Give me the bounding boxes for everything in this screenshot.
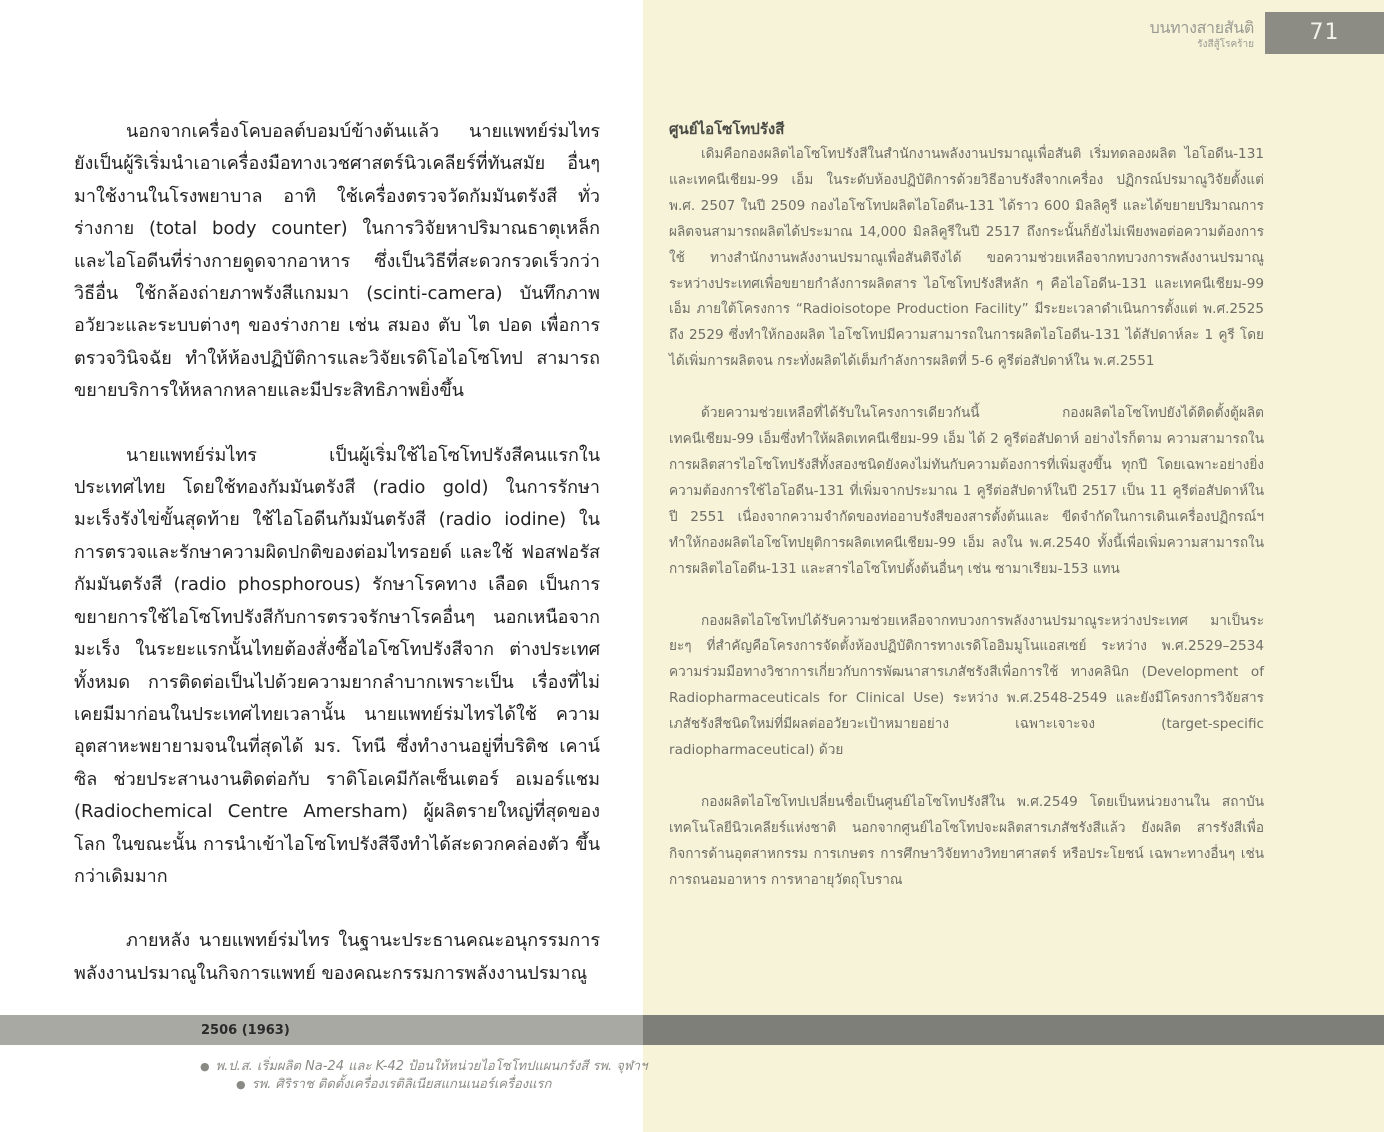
page-number: 71 [1265, 12, 1384, 54]
running-header [1150, 18, 1254, 52]
header-subtitle: รังสีสู้โรคร้าย [1197, 39, 1254, 50]
paragraph: ด้วยความช่วยเหลือที่ได้รับในโครงการเดียวกันนี้ กองผลิตไอโซโทปยังได้ติดตั้งตู้ผลิต เทคนีเชียม-99 เอ็มซึ่งทำให้ผลิตเทคนีเชียม-99 เอ็ม ได้ 2 คูรีต่อสัปดาห์ อย่างไรก็ตาม ความสามารถในการผลิตสารไอโซโทปรังสีทั้งสองชนิดยังคงไม่ทันกับความต้องการที่เพิ่มสูงขึ้น ทุกปี โดยเฉพาะอย่างยิ่งความต้องการใช้ไอโอดีน-131 ที่เพิ่มจากประมาณ 1 คูรีต่อสัปดาห์ในปี 2517 เป็น 11 คูรีต่อสัปดาห์ในปี 2551 เนื่องจากความจำกัดของท่ออาบรังสีของสารตั้งต้นและ ขีดจำกัดในการเดินเครื่องปฏิกรณ์ฯ ทำให้กองผลิตไอโซโทปยุติการผลิตเทคนีเชียม-99 เอ็ม ลงใน พ.ศ.2540 ทั้งนี้เพื่อเพิ่มความสามารถในการผลิตไอโอดีน-131 และสารไอโซโทปตั้งต้นอื่นๆ เช่น ซามาเรียม-153 แทน [669, 405, 1264, 577]
paragraph: กองผลิตไอโซโทปเปลี่ยนชื่อเป็นศูนย์ไอโซโทปรังสีใน พ.ศ.2549 โดยเป็นหน่วยงานใน สถาบันเทคโนโลยีนิวเคลียร์แห่งชาติ นอกจากศูนย์ไอโซโทปจะผลิตสารเภสัชรังสีแล้ว ยังผลิต สารรังสีเพื่อกิจการด้านอุตสาหกรรม การเกษตร การศึกษาวิจัยทางวิทยาศาสตร์ หรือประโยชน์ เฉพาะทางอื่นๆ เช่น การถนอมอาหาร การหาอายุวัตถุโบราณ [669, 793, 1264, 888]
paragraph: กองผลิตไอโซโทปได้รับความช่วยเหลือจากทบวงการพลังงานปรมาณูระหว่างประเทศ มาเป็นระยะๆ ที่สำคัญคือโครงการจัดตั้งห้องปฏิบัติการทางเรดิโออิมมูโนแอสเซย์ ระหว่าง พ.ศ.2529–2534 ความร่วมมือทางวิชาการเกี่ยวกับการพัฒนาสารเภสัชรังสีเพื่อการใช้ ทางคลินิก (Development of Radiopharmaceuticals for Clinical Use) ระหว่าง พ.ศ.2548-2549 และยังมีโครงการวิจัยสารเภสัชรังสีชนิดใหม่ที่มีผลต่ออวัยวะเป้าหมายอย่าง เฉพาะเจาะจง (target-specific radiopharmaceutical) ด้วย [669, 612, 1264, 759]
timeline-year: 2506 (1963) [201, 1023, 290, 1038]
header-title: บนทางสายสันติ [1149, 18, 1254, 37]
left-column-text [74, 116, 600, 1022]
right-column-text [669, 116, 1264, 920]
paragraph: นอกจากเครื่องโคบอลต์บอมบ์ข้างต้นแล้ว นายแพทย์ร่มไทร ยังเป็นผู้ริเริ่มนำเอาเครื่องมือทางเวชศาสตร์นิวเคลียร์ที่ทันสมัย อื่นๆ มาใช้งานในโรงพยาบาล อาทิ ใช้เครื่องตรวจวัดกัมมันตรังสี ทั่วร่างกาย (total body counter) ในการวิจัยหาปริมาณธาตุเหล็ก และไอโอดีนที่ร่างกายดูดจากอาหาร ซึ่งเป็นวิธีที่สะดวกรวดเร็วกว่า วิธีอื่น ใช้กล้องถ่ายภาพรังสีแกมมา (scinti-camera) บันทึกภาพ อวัยวะและระบบต่างๆ ของร่างกาย เช่น สมอง ตับ ไต ปอด เพื่อการตรวจวินิจฉัย ทำให้ห้องปฏิบัติการและวิจัยเรดิโอไอโซโทป สามารถขยายบริการให้หลากหลายและมีประสิทธิภาพยิ่งขึ้น [74, 121, 600, 402]
event-text: รพ. ศิริราช ติดตั้งเครื่องเรติลิเนียสแกนเนอร์เครื่องแรก [251, 1077, 552, 1092]
timeline-event [200, 1058, 720, 1076]
paragraph: ภายหลัง นายแพทย์ร่มไทร ในฐานะประธานคณะอนุกรรมการ พลังงานปรมาณูในกิจการแพทย์ ของคณะกรรมการพลังงานปรมาณู [74, 930, 600, 984]
timeline-event [200, 1076, 720, 1094]
timeline-band-dark [643, 1015, 1384, 1045]
paragraph: เดิมคือกองผลิตไอโซโทปรังสีในสำนักงานพลังงานปรมาณูเพื่อสันติ เริ่มทดลองผลิต ไอโอดีน-131 และเทคนีเชียม-99 เอ็ม ในระดับห้องปฏิบัติการด้วยวิธีอาบรังสีจากเครื่อง ปฏิกรณ์ปรมาณูวิจัยตั้งแต่ พ.ศ. 2507 ในปี 2509 กองไอโซโทปผลิตไอโอดีน-131 ได้ราว 600 มิลลิคูรี และได้ขยายปริมาณการผลิตจนสามารถผลิตได้ประมาณ 14,000 มิลลิคูรีในปี 2517 ถึงกระนั้นก็ยังไม่เพียงพอต่อความต้องการใช้ ทางสำนักงานพลังงานปรมาณูเพื่อสันติจึงได้ ขอความช่วยเหลือจากทบวงการพลังงานปรมาณูระหว่างประเทศเพื่อขยายกำลังการผลิตสาร ไอโซโทปรังสีหลัก ๆ คือไอโอดีน-131 และเทคนีเชียม-99 เอ็ม ภายใต้โครงการ “Radioisotope Production Facility” มีระยะเวลาดำเนินการตั้งแต่ พ.ศ.2525 ถึง 2529 ซึ่งทำให้กองผลิต ไอโซโทปมีความสามารถในการผลิตไอโอดีน-131 ได้สัปดาห์ละ 1 คูรี โดยได้เพิ่มการผลิตจน กระทั่งผลิตได้เต็มกำลังการผลิตที่ 5-6 คูรีต่อสัปดาห์ใน พ.ศ.2551 [669, 146, 1264, 370]
timeline-events [200, 1058, 720, 1094]
section-heading: ศูนย์ไอโซโทปรังสี [669, 120, 785, 138]
bullet-icon: ● [236, 1078, 246, 1091]
paragraph: นายแพทย์ร่มไทร เป็นผู้เริ่มใช้ไอโซโทปรังสีคนแรกใน ประเทศไทย โดยใช้ทองกัมมันตรังสี (radio gold) ในการรักษา มะเร็งรังไข่ขั้นสุดท้าย ใช้ไอโอดีนกัมมันตรังสี (radio iodine) ในการตรวจและรักษาความผิดปกติของต่อมไทรอยด์ และใช้ ฟอสฟอรัสกัมมันตรังสี (radio phosphorous) รักษาโรคทาง เลือด เป็นการขยายการใช้ไอโซโทปรังสีกับการตรวจรักษาโรคอื่นๆ นอกเหนือจากมะเร็ง ในระยะแรกนั้นไทยต้องสั่งซื้อไอโซโทปรังสีจาก ต่างประเทศทั้งหมด การติดต่อเป็นไปด้วยความยากลำบากเพราะเป็น เรื่องที่ไม่เคยมีมาก่อนในประเทศไทยเวลานั้น นายแพทย์ร่มไทรได้ใช้ ความอุตสาหะพยายามจนในที่สุดได้ มร. โทนี ซึ่งทำงานอยู่ที่บริติช เคาน์ซิล ช่วยประสานงานติดต่อกับ ราดิโอเคมีกัลเซ็นเตอร์ อเมอร์แชม (Radiochemical Centre Amersham) ผู้ผลิตรายใหญ่ที่สุดของโลก ในขณะนั้น การนำเข้าไอโซโทปรังสีจึงทำได้สะดวกคล่องตัว ขึ้นกว่าเดิมมาก [74, 444, 600, 887]
bullet-icon: ● [200, 1060, 210, 1073]
event-text: พ.ป.ส. เริ่มผลิต Na-24 และ K-42 ป้อนให้หน่วยไอโซโทปแผนกรังสี รพ. จุฬาฯ [215, 1059, 648, 1074]
